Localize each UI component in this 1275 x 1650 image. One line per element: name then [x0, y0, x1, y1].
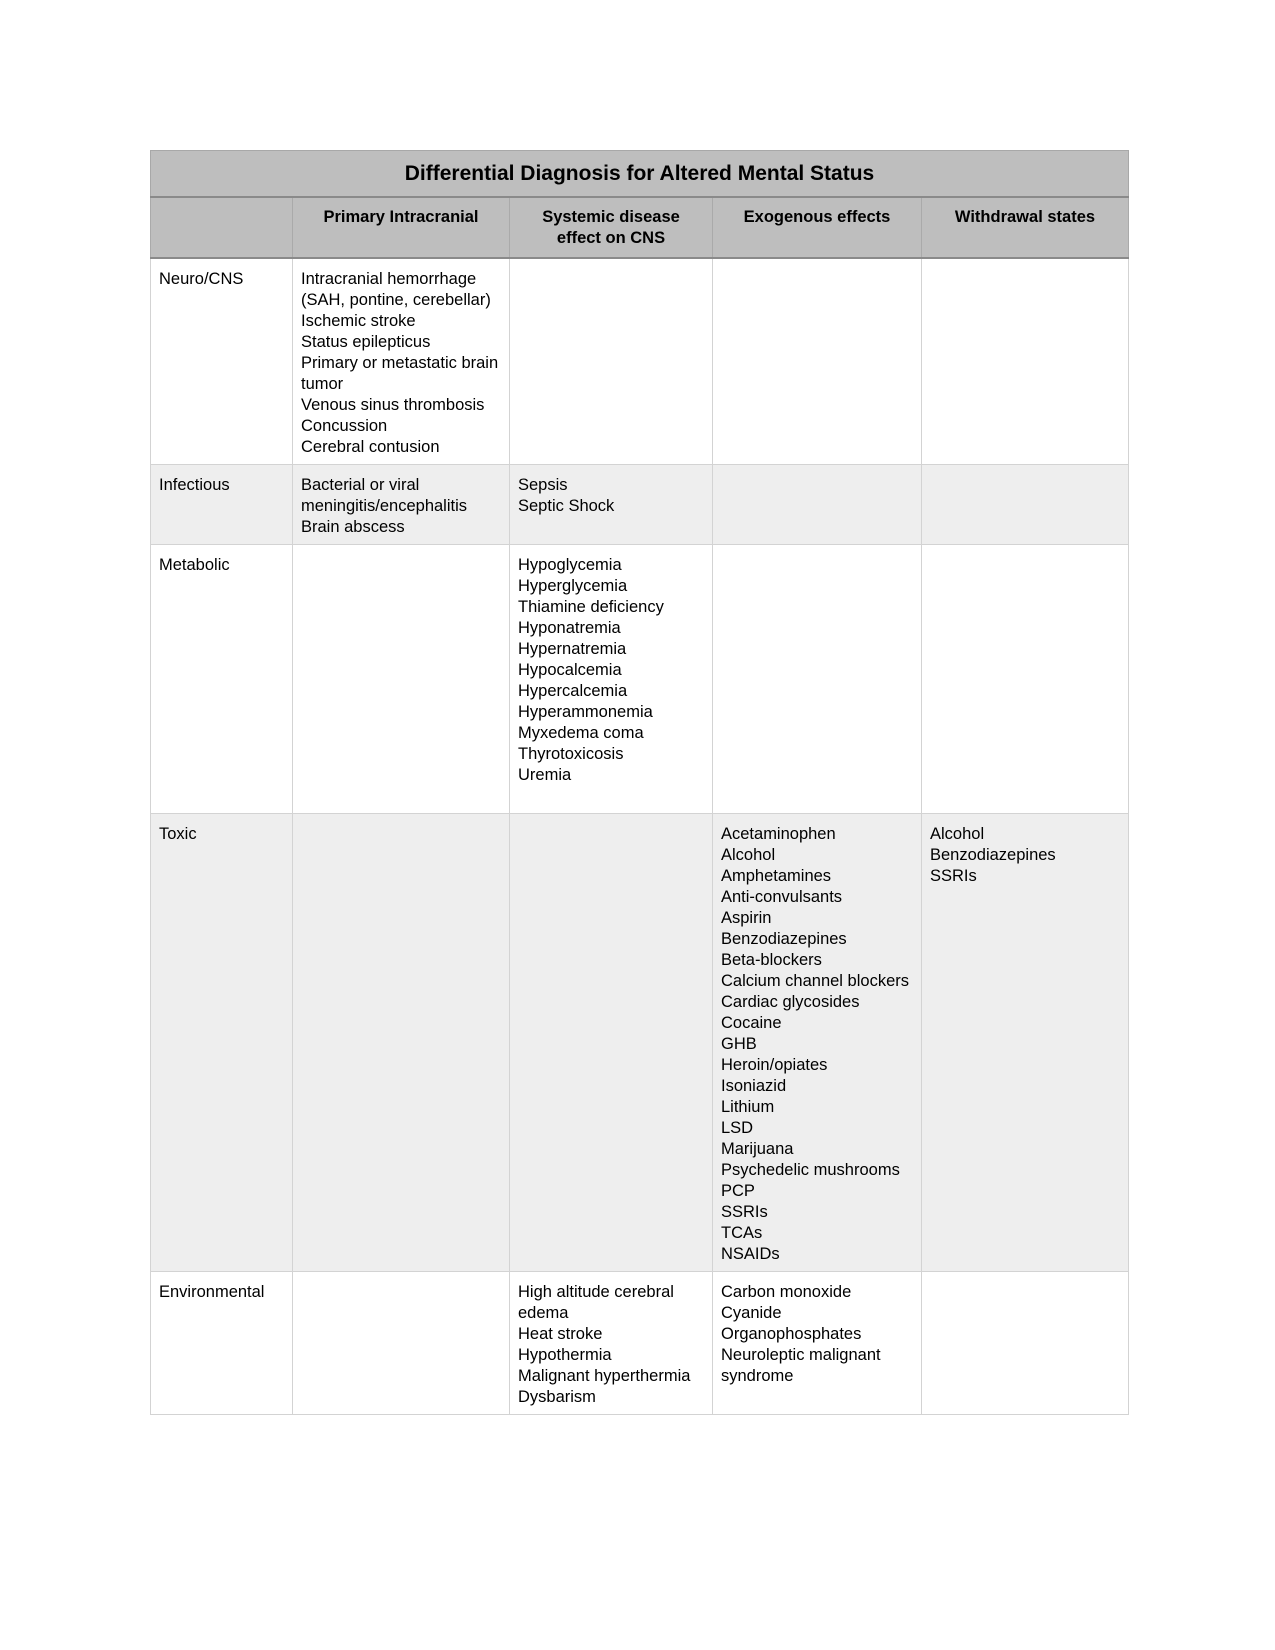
list-item: High altitude cerebral edema — [518, 1283, 674, 1322]
cell-withdrawal-states — [922, 258, 1129, 465]
list-item: Uremia — [518, 766, 572, 784]
list-item: Hypothermia — [518, 1346, 612, 1364]
list-item: Aspirin — [721, 909, 772, 927]
list-item: Neuroleptic malignant syndrome — [721, 1346, 881, 1385]
header-row — [151, 197, 1129, 258]
cell-primary-intracranial — [293, 545, 510, 814]
list-item: Malignant hyperthermia — [518, 1367, 691, 1385]
list-item: Cerebral contusion — [301, 438, 440, 456]
list-item: Organophosphates — [721, 1325, 862, 1343]
row-label: Neuro/CNS — [151, 258, 293, 465]
table-title: Differential Diagnosis for Altered Mental Status — [151, 151, 1129, 198]
cell-systemic-disease — [510, 258, 713, 465]
list-item: Septic Shock — [518, 497, 615, 515]
differential-diagnosis-table — [150, 150, 1129, 1415]
list-item: Cyanide — [721, 1304, 782, 1322]
cell-systemic-disease — [510, 545, 713, 814]
list-item: Intracranial hemorrhage (SAH, pontine, cerebellar) — [301, 270, 491, 309]
list-item: Hypernatremia — [518, 640, 627, 658]
list-item: PCP — [721, 1182, 755, 1200]
cell-primary-intracranial — [293, 258, 510, 465]
list-item: Bacterial or viral meningitis/encephalitis — [301, 476, 468, 515]
list-item: Benzodiazepines — [930, 846, 1056, 864]
list-item: Beta-blockers — [721, 951, 822, 969]
list-item: Dysbarism — [518, 1388, 596, 1406]
list-item: Concussion — [301, 417, 388, 435]
list-item: Heat stroke — [518, 1325, 603, 1343]
list-item: Hypoglycemia — [518, 556, 622, 574]
list-item: NSAIDs — [721, 1245, 780, 1263]
list-item: TCAs — [721, 1224, 763, 1242]
cell-systemic-disease — [510, 1272, 713, 1415]
cell-primary-intracranial — [293, 1272, 510, 1415]
cell-primary-intracranial — [293, 814, 510, 1272]
list-item: Psychedelic mushrooms — [721, 1161, 900, 1179]
table-row-infectious — [151, 465, 1129, 545]
list-item: Acetaminophen — [721, 825, 836, 843]
list-item: Cocaine — [721, 1014, 782, 1032]
list-item: Sepsis — [518, 476, 568, 494]
row-label: Metabolic — [151, 545, 293, 814]
list-item: Venous sinus thrombosis — [301, 396, 485, 414]
cell-exogenous-effects — [713, 465, 922, 545]
row-label: Toxic — [151, 814, 293, 1272]
table-row-toxic — [151, 814, 1129, 1272]
list-item: Carbon monoxide — [721, 1283, 852, 1301]
list-item: SSRIs — [721, 1203, 768, 1221]
list-item: Lithium — [721, 1098, 775, 1116]
list-item: Heroin/opiates — [721, 1056, 828, 1074]
list-item: Amphetamines — [721, 867, 832, 885]
list-item: Benzodiazepines — [721, 930, 847, 948]
column-header-systemic-disease: Systemic disease effect on CNS — [510, 197, 713, 258]
title-row — [151, 151, 1129, 198]
cell-exogenous-effects — [713, 814, 922, 1272]
row-label: Environmental — [151, 1272, 293, 1415]
list-item: Ischemic stroke — [301, 312, 416, 330]
table-row-metabolic — [151, 545, 1129, 814]
list-item: Primary or metastatic brain tumor — [301, 354, 499, 393]
cell-withdrawal-states — [922, 814, 1129, 1272]
list-item: Hypocalcemia — [518, 661, 622, 679]
list-item: Hyperammonemia — [518, 703, 653, 721]
table-row-environmental — [151, 1272, 1129, 1415]
list-item: Status epilepticus — [301, 333, 431, 351]
cell-exogenous-effects — [713, 545, 922, 814]
cell-primary-intracranial — [293, 465, 510, 545]
list-item: Thyrotoxicosis — [518, 745, 624, 763]
column-header-primary-intracranial: Primary Intracranial — [293, 197, 510, 258]
list-item: Myxedema coma — [518, 724, 644, 742]
list-item: Brain abscess — [301, 518, 405, 536]
list-item: Hyponatremia — [518, 619, 621, 637]
cell-exogenous-effects — [713, 1272, 922, 1415]
table-row-neuro-cns — [151, 258, 1129, 465]
list-item: Alcohol — [930, 825, 985, 843]
list-item: Calcium channel blockers — [721, 972, 910, 990]
list-item: SSRIs — [930, 867, 977, 885]
list-item: Alcohol — [721, 846, 776, 864]
list-item: Isoniazid — [721, 1077, 787, 1095]
cell-systemic-disease — [510, 465, 713, 545]
row-label: Infectious — [151, 465, 293, 545]
cell-withdrawal-states — [922, 1272, 1129, 1415]
cell-withdrawal-states — [922, 545, 1129, 814]
column-header-withdrawal-states: Withdrawal states — [922, 197, 1129, 258]
cell-withdrawal-states — [922, 465, 1129, 545]
list-item: Cardiac glycosides — [721, 993, 860, 1011]
cell-exogenous-effects — [713, 258, 922, 465]
list-item: Anti-convulsants — [721, 888, 843, 906]
column-header-exogenous-effects: Exogenous effects — [713, 197, 922, 258]
list-item: Marijuana — [721, 1140, 794, 1158]
list-item: Thiamine deficiency — [518, 598, 664, 616]
list-item: Hypercalcemia — [518, 682, 628, 700]
list-item: Hyperglycemia — [518, 577, 628, 595]
list-item: GHB — [721, 1035, 757, 1053]
column-header-empty — [151, 197, 293, 258]
cell-systemic-disease — [510, 814, 713, 1272]
list-item: LSD — [721, 1119, 754, 1137]
